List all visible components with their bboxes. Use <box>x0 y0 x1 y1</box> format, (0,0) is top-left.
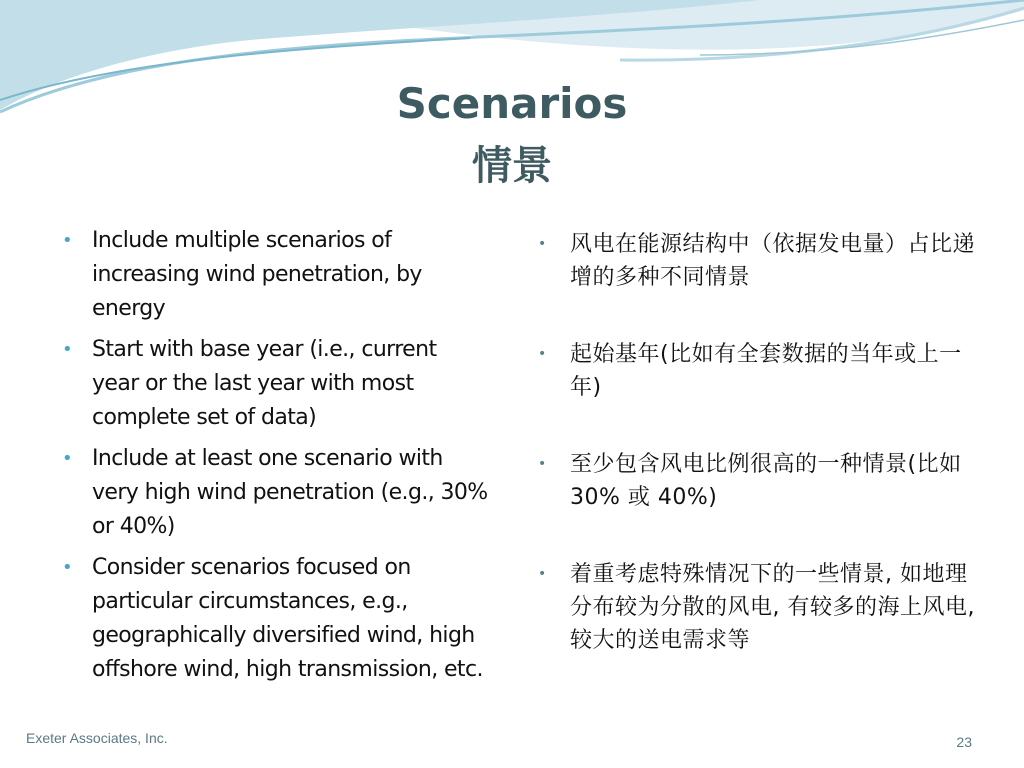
bullet-item <box>536 228 986 294</box>
bullet-dot-icon: • <box>538 236 547 252</box>
bullet-text: Start with base year (i.e., current year or the last year with most complete set of data) <box>92 337 437 430</box>
page-number: 23 <box>956 734 972 750</box>
bullet-item <box>536 338 986 404</box>
bullet-text: 风电在能源结构中（依据发电量）占比递增的多种不同情景 <box>570 232 976 290</box>
bullet-item <box>58 333 488 435</box>
bullet-dot-icon: • <box>62 557 73 578</box>
bullet-item <box>536 558 986 657</box>
bullet-text: Include at least one scenario with very high wind penetration (e.g., 30% or 40%) <box>92 446 488 539</box>
bullet-dot-icon: • <box>62 339 73 360</box>
footer-company: Exeter Associates, Inc. <box>26 730 168 746</box>
bullet-dot-icon: • <box>62 230 73 251</box>
bullet-dot-icon: • <box>538 456 547 472</box>
bullet-dot-icon: • <box>62 448 73 469</box>
chinese-bullet-list <box>536 228 986 701</box>
slide-title: Scenarios <box>396 79 628 128</box>
bullet-item <box>58 224 488 326</box>
slide-title-chinese: 情景 <box>472 143 552 189</box>
bullet-dot-icon: • <box>538 346 547 362</box>
bullet-item <box>536 448 986 514</box>
bullet-text: 着重考虑特殊情况下的一些情景, 如地理分布较为分散的风电, 有较多的海上风电,较大的送电需求等 <box>570 562 975 653</box>
bullet-dot-icon: • <box>538 566 547 582</box>
bullet-text: 起始基年(比如有全套数据的当年或上一年) <box>570 342 962 400</box>
bullet-text: 至少包含风电比例很高的一种情景(比如30% 或 40%) <box>570 452 962 510</box>
bullet-item <box>58 551 488 687</box>
bullet-text: Include multiple scenarios of increasing wind penetration, by energy <box>92 228 422 321</box>
bullet-item <box>58 442 488 544</box>
bullet-text: Consider scenarios focused on particular circumstances, e.g., geographically diversified wind, high offshore wind, high transmission, etc. <box>92 555 483 682</box>
english-bullet-list <box>58 224 488 694</box>
